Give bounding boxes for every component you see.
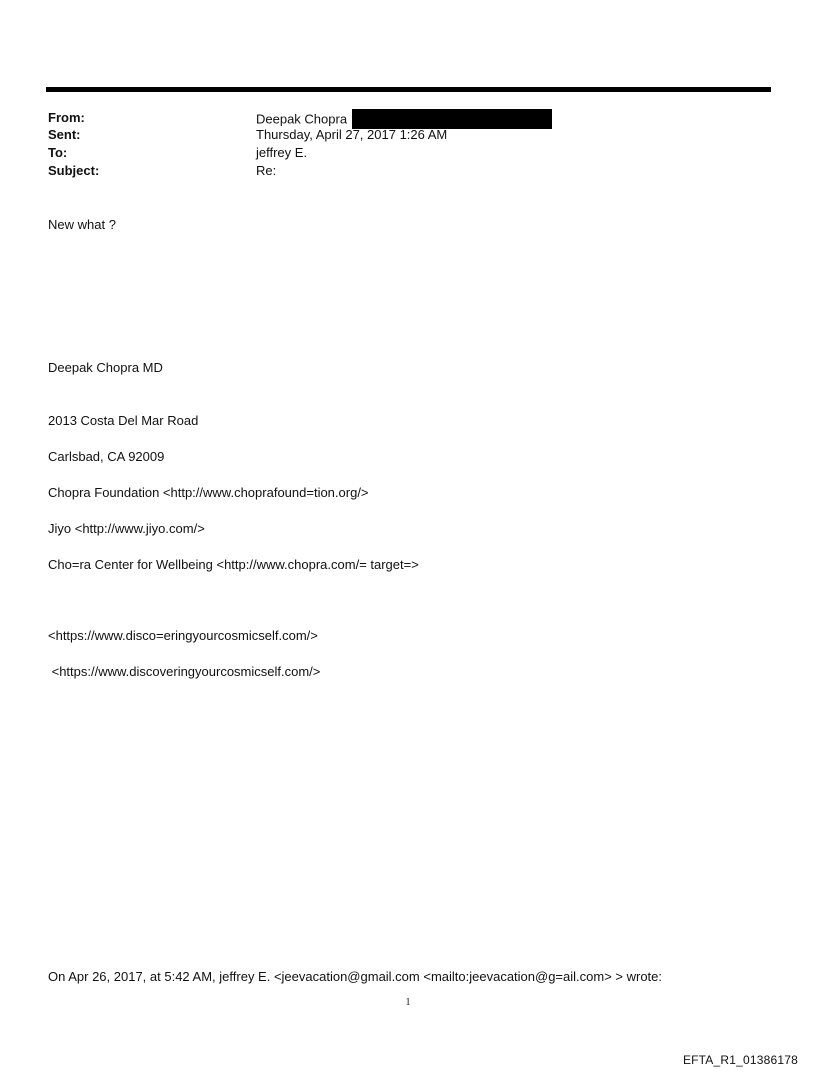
signature-name: Deepak Chopra MD [48, 360, 163, 375]
quoted-intro: On Apr 26, 2017, at 5:42 AM, jeffrey E. <jeevacation@gmail.com <mailto:jeevacation@g=ail.com> > wrote: [48, 969, 663, 984]
sent-label: Sent: [48, 127, 81, 142]
signature-link-cosmicself-1: <https://www.disco=eringyourcosmicself.com/> [48, 628, 318, 643]
from-label: From: [48, 110, 85, 125]
from-value: Deepak Chopra [256, 111, 348, 127]
to-value: jeffrey E. [256, 145, 308, 160]
sent-value: Thursday, April 27, 2017 1:26 AM [256, 127, 448, 142]
signature-link-chopra-center: Cho=ra Center for Wellbeing <http://www.chopra.com/= target=> [48, 557, 419, 572]
message-text: New what ? [48, 217, 116, 232]
subject-label: Subject: [48, 163, 100, 178]
signature-address-line2: Carlsbad, CA 92009 [48, 449, 165, 464]
redaction-bar [352, 109, 552, 129]
to-label: To: [48, 145, 68, 160]
subject-value: Re: [256, 163, 277, 178]
signature-link-foundation: Chopra Foundation <http://www.choprafound=tion.org/> [48, 485, 369, 500]
signature-address-line1: 2013 Costa Del Mar Road [48, 413, 199, 428]
signature-link-jiyo: Jiyo <http://www.jiyo.com/> [48, 521, 205, 536]
page-number: 1 [405, 997, 411, 1008]
header-divider [46, 87, 771, 92]
signature-link-cosmicself-2: <https://www.discoveringyourcosmicself.com/> [48, 664, 321, 679]
document-id: EFTA_R1_01386178 [682, 1053, 798, 1067]
